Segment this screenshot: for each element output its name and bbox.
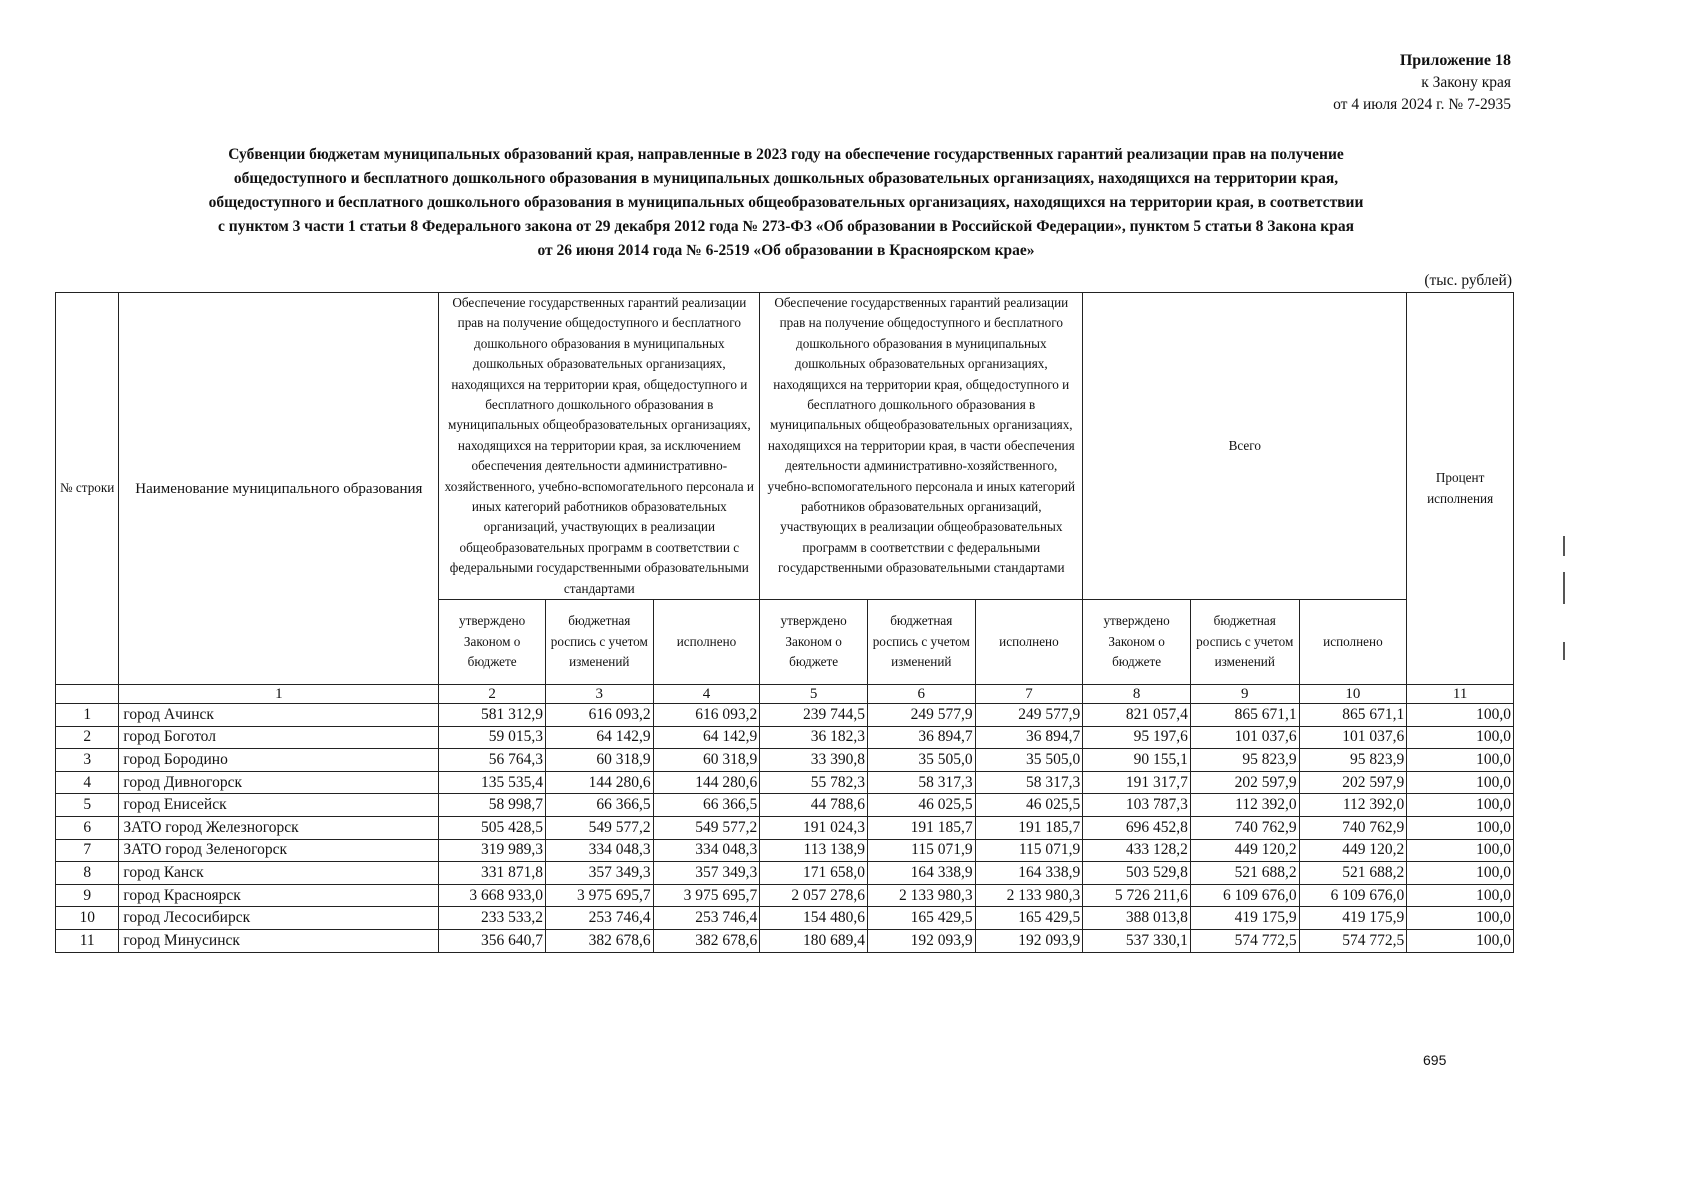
value-cell: 164 338,9	[975, 862, 1083, 885]
units-label: (тыс. рублей)	[1424, 272, 1512, 289]
table-row	[56, 930, 1514, 953]
table-row	[56, 704, 1514, 727]
value-cell: 56 764,3	[439, 749, 546, 772]
value-cell: 239 744,5	[760, 704, 868, 727]
value-cell: 574 772,5	[1299, 930, 1407, 953]
value-cell: 35 505,0	[867, 749, 975, 772]
value-cell: 419 175,9	[1299, 907, 1407, 930]
row-number-cell: 8	[56, 862, 119, 885]
value-cell: 2 133 980,3	[975, 884, 1083, 907]
value-cell: 112 392,0	[1299, 794, 1407, 817]
value-cell: 100,0	[1407, 817, 1514, 840]
value-cell: 253 746,4	[545, 907, 653, 930]
value-cell: 433 128,2	[1083, 839, 1191, 862]
row-number-cell: 7	[56, 839, 119, 862]
municipality-name-cell: город Ачинск	[119, 704, 439, 727]
value-cell: 331 871,8	[439, 862, 546, 885]
sub-approved-header: утверждено Законом о бюджете	[1083, 600, 1191, 685]
value-cell: 100,0	[1407, 884, 1514, 907]
row-number-cell: 11	[56, 930, 119, 953]
value-cell: 574 772,5	[1190, 930, 1299, 953]
value-cell: 135 535,4	[439, 771, 546, 794]
value-cell: 357 349,3	[545, 862, 653, 885]
value-cell: 36 182,3	[760, 726, 868, 749]
value-cell: 356 640,7	[439, 930, 546, 953]
value-cell: 334 048,3	[653, 839, 760, 862]
value-cell: 521 688,2	[1190, 862, 1299, 885]
value-cell: 202 597,9	[1299, 771, 1407, 794]
value-cell: 101 037,6	[1190, 726, 1299, 749]
value-cell: 249 577,9	[867, 704, 975, 727]
title-line: Субвенции бюджетам муниципальных образований края, направленные в 2023 году на обеспечение государственных гарантий реализации прав на получение	[228, 146, 1344, 163]
sub-approved-header: утверждено Законом о бюджете	[760, 600, 868, 685]
value-cell: 865 671,1	[1299, 704, 1407, 727]
table-row	[56, 726, 1514, 749]
value-cell: 249 577,9	[975, 704, 1083, 727]
value-cell: 3 975 695,7	[545, 884, 653, 907]
appendix-label: Приложение 18	[1399, 52, 1511, 69]
group3-header: Всего	[1083, 293, 1407, 600]
column-number-cell: 4	[653, 685, 760, 704]
table-row	[56, 884, 1514, 907]
value-cell: 100,0	[1407, 862, 1514, 885]
value-cell: 357 349,3	[653, 862, 760, 885]
value-cell: 382 678,6	[545, 930, 653, 953]
value-cell: 616 093,2	[653, 704, 760, 727]
value-cell: 503 529,8	[1083, 862, 1191, 885]
title-line: от 26 июня 2014 года № 6-2519 «Об образовании в Красноярском крае»	[537, 242, 1035, 259]
sub-approved-header: утверждено Законом о бюджете	[439, 600, 546, 685]
value-cell: 2 057 278,6	[760, 884, 868, 907]
value-cell: 191 185,7	[975, 817, 1083, 840]
value-cell: 95 197,6	[1083, 726, 1191, 749]
value-cell: 319 989,3	[439, 839, 546, 862]
value-cell: 740 762,9	[1299, 817, 1407, 840]
value-cell: 95 823,9	[1190, 749, 1299, 772]
table-row	[56, 862, 1514, 885]
value-cell: 100,0	[1407, 794, 1514, 817]
value-cell: 66 366,5	[545, 794, 653, 817]
value-cell: 6 109 676,0	[1190, 884, 1299, 907]
municipality-name-cell: город Боготол	[119, 726, 439, 749]
column-number-cell: 6	[867, 685, 975, 704]
table-row	[56, 817, 1514, 840]
value-cell: 100,0	[1407, 930, 1514, 953]
col-percent-header: Процент исполнения	[1407, 293, 1514, 685]
table-row	[56, 749, 1514, 772]
sub-executed-header: исполнено	[653, 600, 760, 685]
column-number-cell: 1	[119, 685, 439, 704]
municipality-name-cell: город Минусинск	[119, 930, 439, 953]
title-line: общедоступного и бесплатного дошкольного образования в муниципальных дошкольных образовательных организациях, находящихся на территории края,	[233, 170, 1339, 187]
column-number-row	[56, 685, 1514, 704]
value-cell: 115 071,9	[975, 839, 1083, 862]
value-cell: 171 658,0	[760, 862, 868, 885]
value-cell: 449 120,2	[1190, 839, 1299, 862]
municipality-name-cell: город Красноярск	[119, 884, 439, 907]
value-cell: 46 025,5	[975, 794, 1083, 817]
municipality-name-cell: город Енисейск	[119, 794, 439, 817]
value-cell: 449 120,2	[1299, 839, 1407, 862]
municipality-name-cell: город Канск	[119, 862, 439, 885]
row-number-cell: 6	[56, 817, 119, 840]
value-cell: 334 048,3	[545, 839, 653, 862]
row-number-cell: 1	[56, 704, 119, 727]
municipality-name-cell: ЗАТО город Зеленогорск	[119, 839, 439, 862]
value-cell: 55 782,3	[760, 771, 868, 794]
value-cell: 33 390,8	[760, 749, 868, 772]
value-cell: 3 668 933,0	[439, 884, 546, 907]
value-cell: 103 787,3	[1083, 794, 1191, 817]
table-row	[56, 839, 1514, 862]
value-cell: 549 577,2	[653, 817, 760, 840]
subventions-table	[55, 292, 1514, 953]
value-cell: 192 093,9	[867, 930, 975, 953]
group2-header: Обеспечение государственных гарантий реализации прав на получение общедоступного и бесплатного дошкольного образования в муниципальных дошкольных образовательных организациях, находящихся на территории края, общедоступного и бесплатного дошкольного образования в муниципальных общеобразовательных организациях, находящихся на территории края, в части обеспечения деятельности административно-хозяйственного, учебно-вспомогательного персонала и иных категорий работников образовательных организаций, участвующих в реализации общеобразовательных программ в соответствии с федеральными государственными образовательными стандартами	[760, 293, 1083, 600]
value-cell: 144 280,6	[545, 771, 653, 794]
value-cell: 58 317,3	[975, 771, 1083, 794]
scan-edge-mark	[1563, 642, 1565, 660]
value-cell: 2 133 980,3	[867, 884, 975, 907]
value-cell: 505 428,5	[439, 817, 546, 840]
value-cell: 180 689,4	[760, 930, 868, 953]
value-cell: 537 330,1	[1083, 930, 1191, 953]
sub-budget-header: бюджетная роспись с учетом изменений	[1190, 600, 1299, 685]
value-cell: 192 093,9	[975, 930, 1083, 953]
municipality-name-cell: город Дивногорск	[119, 771, 439, 794]
value-cell: 164 338,9	[867, 862, 975, 885]
column-number-cell	[56, 685, 119, 704]
value-cell: 865 671,1	[1190, 704, 1299, 727]
group1-header: Обеспечение государственных гарантий реализации прав на получение общедоступного и бесплатного дошкольного образования в муниципальных дошкольных образовательных организациях, находящихся на территории края, общедоступного и бесплатного дошкольного образования в муниципальных общеобразовательных организациях, находящихся на территории края, за исключением обеспечения деятельности административно-хозяйственного, учебно-вспомогательного персонала и иных категорий работников образовательных организаций, участвующих в реализации общеобразовательных программ в соответствии с федеральными государственными образовательными стандартами	[439, 293, 760, 600]
value-cell: 165 429,5	[867, 907, 975, 930]
scan-edge-mark	[1563, 572, 1565, 604]
value-cell: 64 142,9	[653, 726, 760, 749]
value-cell: 191 024,3	[760, 817, 868, 840]
value-cell: 112 392,0	[1190, 794, 1299, 817]
col-number-header: № строки	[56, 293, 119, 685]
value-cell: 60 318,9	[653, 749, 760, 772]
value-cell: 233 533,2	[439, 907, 546, 930]
column-number-cell: 2	[439, 685, 546, 704]
document-title	[100, 143, 1472, 263]
value-cell: 44 788,6	[760, 794, 868, 817]
column-number-cell: 7	[975, 685, 1083, 704]
value-cell: 521 688,2	[1299, 862, 1407, 885]
value-cell: 95 823,9	[1299, 749, 1407, 772]
value-cell: 696 452,8	[1083, 817, 1191, 840]
value-cell: 60 318,9	[545, 749, 653, 772]
sub-budget-header: бюджетная роспись с учетом изменений	[545, 600, 653, 685]
column-number-cell: 9	[1190, 685, 1299, 704]
title-line: с пунктом 3 части 1 статьи 8 Федерального закона от 29 декабря 2012 года № 273-ФЗ «Об образовании в Российской Федерации», пунктом 5 статьи 8 Закона края	[218, 218, 1354, 235]
value-cell: 6 109 676,0	[1299, 884, 1407, 907]
value-cell: 549 577,2	[545, 817, 653, 840]
value-cell: 46 025,5	[867, 794, 975, 817]
value-cell: 100,0	[1407, 771, 1514, 794]
value-cell: 581 312,9	[439, 704, 546, 727]
value-cell: 90 155,1	[1083, 749, 1191, 772]
value-cell: 36 894,7	[975, 726, 1083, 749]
sub-executed-header: исполнено	[975, 600, 1083, 685]
value-cell: 101 037,6	[1299, 726, 1407, 749]
value-cell: 36 894,7	[867, 726, 975, 749]
row-number-cell: 3	[56, 749, 119, 772]
value-cell: 191 317,7	[1083, 771, 1191, 794]
column-number-cell: 10	[1299, 685, 1407, 704]
row-number-cell: 4	[56, 771, 119, 794]
value-cell: 740 762,9	[1190, 817, 1299, 840]
column-number-cell: 5	[760, 685, 868, 704]
table-body	[56, 704, 1514, 953]
column-number-cell: 11	[1407, 685, 1514, 704]
law-date: от 4 июля 2024 г. № 7-2935	[1333, 96, 1511, 113]
value-cell: 100,0	[1407, 726, 1514, 749]
municipality-name-cell: ЗАТО город Железногорск	[119, 817, 439, 840]
municipality-name-cell: город Бородино	[119, 749, 439, 772]
value-cell: 100,0	[1407, 749, 1514, 772]
value-cell: 202 597,9	[1190, 771, 1299, 794]
value-cell: 115 071,9	[867, 839, 975, 862]
value-cell: 191 185,7	[867, 817, 975, 840]
value-cell: 165 429,5	[975, 907, 1083, 930]
value-cell: 5 726 211,6	[1083, 884, 1191, 907]
table-row	[56, 907, 1514, 930]
table-row	[56, 771, 1514, 794]
value-cell: 59 015,3	[439, 726, 546, 749]
value-cell: 388 013,8	[1083, 907, 1191, 930]
value-cell: 58 998,7	[439, 794, 546, 817]
municipality-name-cell: город Лесосибирск	[119, 907, 439, 930]
value-cell: 35 505,0	[975, 749, 1083, 772]
law-reference: к Закону края	[1421, 74, 1511, 91]
column-number-cell: 3	[545, 685, 653, 704]
row-number-cell: 10	[56, 907, 119, 930]
value-cell: 100,0	[1407, 704, 1514, 727]
value-cell: 64 142,9	[545, 726, 653, 749]
value-cell: 382 678,6	[653, 930, 760, 953]
value-cell: 419 175,9	[1190, 907, 1299, 930]
col-name-header: Наименование муниципального образования	[119, 293, 439, 685]
value-cell: 821 057,4	[1083, 704, 1191, 727]
title-line: общедоступного и бесплатного дошкольного образования в муниципальных общеобразовательных организациях, находящихся на территории края, в соответствии	[208, 194, 1364, 211]
value-cell: 100,0	[1407, 839, 1514, 862]
row-number-cell: 2	[56, 726, 119, 749]
page-number: 695	[1423, 1052, 1447, 1068]
sub-executed-header: исполнено	[1299, 600, 1407, 685]
value-cell: 3 975 695,7	[653, 884, 760, 907]
scan-edge-mark	[1563, 536, 1565, 556]
row-number-cell: 5	[56, 794, 119, 817]
column-number-cell: 8	[1083, 685, 1191, 704]
sub-budget-header: бюджетная роспись с учетом изменений	[867, 600, 975, 685]
value-cell: 144 280,6	[653, 771, 760, 794]
value-cell: 113 138,9	[760, 839, 868, 862]
value-cell: 154 480,6	[760, 907, 868, 930]
row-number-cell: 9	[56, 884, 119, 907]
value-cell: 100,0	[1407, 907, 1514, 930]
appendix-header	[1333, 50, 1511, 116]
value-cell: 66 366,5	[653, 794, 760, 817]
value-cell: 616 093,2	[545, 704, 653, 727]
table-row	[56, 794, 1514, 817]
value-cell: 58 317,3	[867, 771, 975, 794]
value-cell: 253 746,4	[653, 907, 760, 930]
